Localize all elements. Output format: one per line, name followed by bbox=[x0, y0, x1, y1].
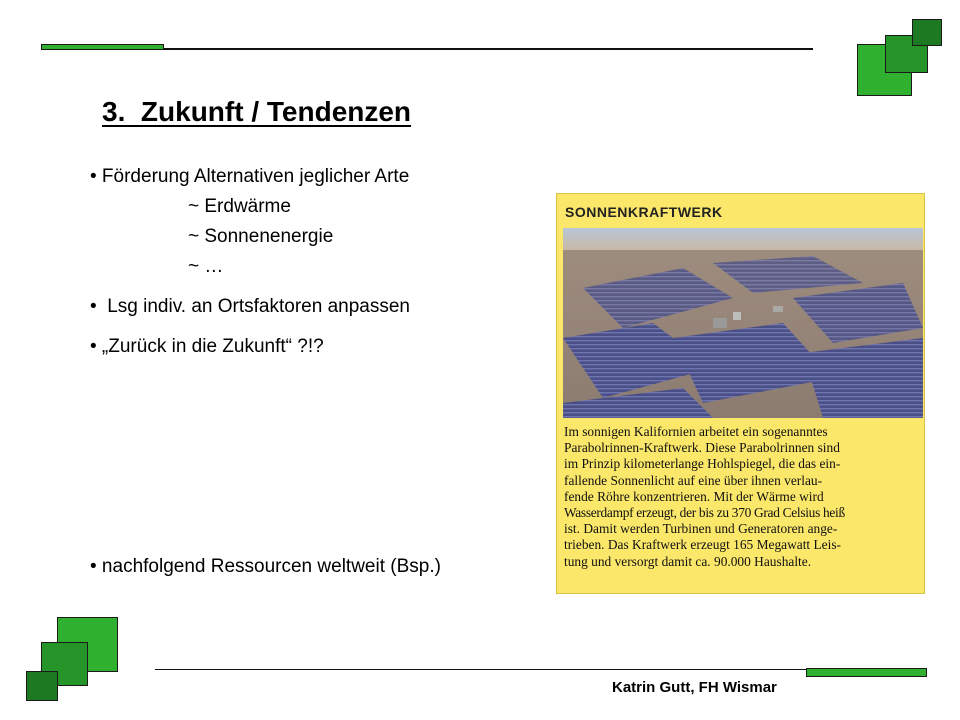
clipping-line: ist. Damit werden Turbinen und Generatoren ange- bbox=[564, 521, 838, 537]
footer-author: Katrin Gutt, FH Wismar bbox=[612, 679, 777, 696]
sub-item-ellipsis: ~ … bbox=[188, 256, 224, 277]
deco-square-bottom-left-small bbox=[26, 671, 58, 701]
sub-item-erdwaerme: ~ Erdwärme bbox=[188, 196, 291, 217]
bullet-foerderung: • Förderung Alternativen jeglicher Arte bbox=[90, 166, 410, 187]
bottom-rule-accent bbox=[806, 668, 927, 677]
top-rule-accent bbox=[41, 44, 164, 50]
bullet-ressourcen: • nachfolgend Ressourcen weltweit (Bsp.) bbox=[90, 556, 441, 577]
clipping-line: tung und versorgt damit ca. 90.000 Haushalte. bbox=[564, 553, 812, 569]
clipping-text bbox=[564, 424, 922, 570]
clipping-line: Im sonnigen Kalifornien arbeitet ein sogenanntes bbox=[564, 424, 828, 439]
solar-plant-photo bbox=[563, 228, 923, 418]
clipping-line: fende Röhre konzentrieren. Mit der Wärme wird bbox=[564, 488, 824, 504]
clipping-line: fallende Sonnenlicht auf eine über ihnen verlau- bbox=[564, 472, 823, 488]
sub-item-sonnenenergie: ~ Sonnenenergie bbox=[188, 226, 334, 247]
clipping-line: Wasserdampf erzeugt, der bis zu 370 Grad Celsius heiß bbox=[564, 505, 845, 521]
clipping-line: im Prinzip kilometerlange Hohlspiegel, die das ein- bbox=[564, 456, 841, 472]
bullet-ortsfaktoren: • Lsg indiv. an Ortsfaktoren anpassen bbox=[90, 296, 410, 317]
deco-square-top-right-small bbox=[912, 19, 942, 46]
bottom-rule bbox=[155, 669, 807, 670]
bullet-zukunft: • „Zurück in die Zukunft“ ?!? bbox=[90, 336, 324, 357]
page-title: 3. Zukunft / Tendenzen bbox=[102, 96, 412, 127]
clipping-line: trieben. Das Kraftwerk erzeugt 165 Megawatt Leis- bbox=[564, 537, 841, 553]
clipping-heading: SONNENKRAFTWERK bbox=[565, 204, 723, 220]
newspaper-clipping bbox=[556, 193, 925, 594]
clipping-line: Parabolrinnen-Kraftwerk. Diese Parabolrinnen sind bbox=[564, 440, 840, 456]
top-rule bbox=[164, 48, 813, 50]
